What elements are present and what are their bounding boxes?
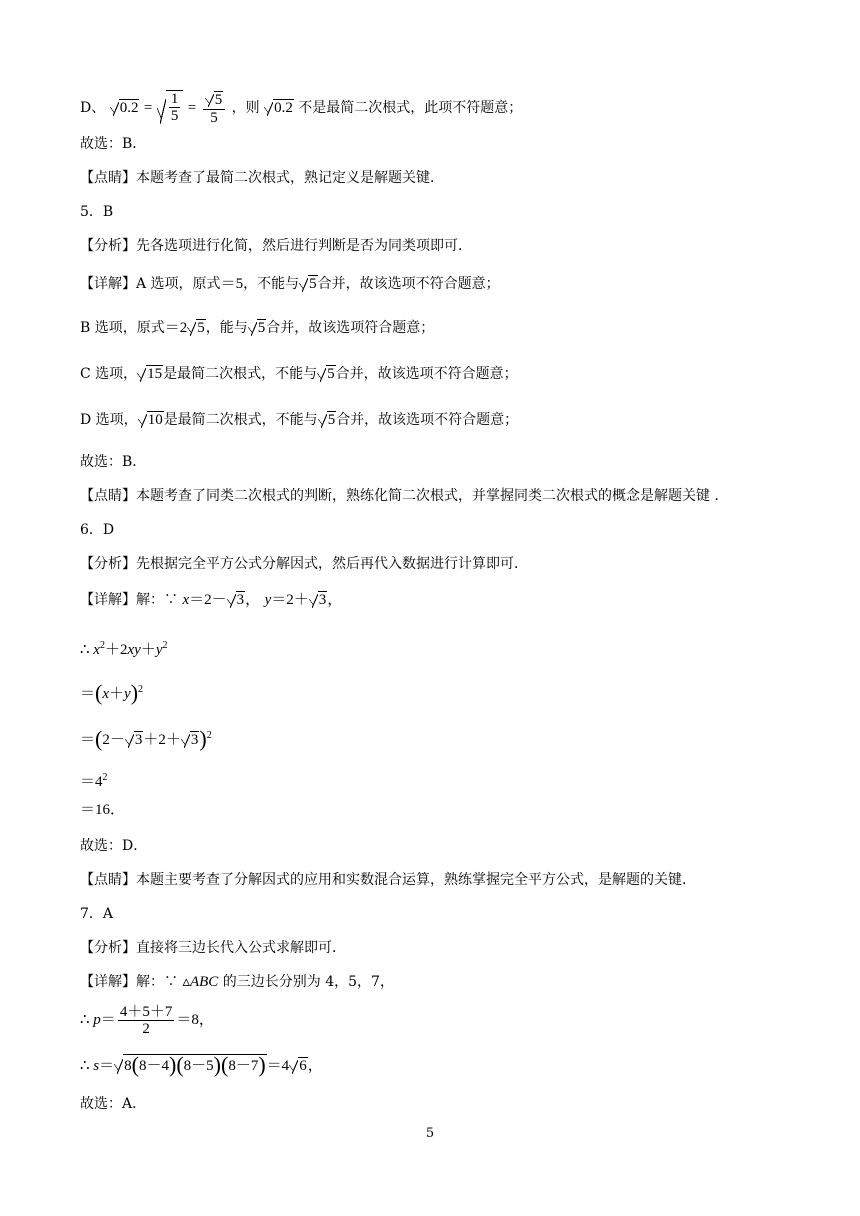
- line-option-d: D、 0.2 = $\frac{1}{5}$ = $\frac{5}{5}$ ，则 0.2 不是最简二次根式，此项不符题意；: [80, 91, 523, 126]
- analysis-line: 【分析】先根据完全平方公式分解因式，然后再代入数据进行计算即可．: [80, 556, 528, 572]
- detail-option-b: B 选项，原式＝2 5，能与 5合并，故该选项符合题意；: [80, 320, 435, 336]
- page-number: 5: [425, 1126, 435, 1141]
- sqrt-0-2: 0.2: [110, 98, 140, 118]
- comment-line: 【点睛】本题主要考查了分解因式的应用和实数混合运算，熟练掌握完全平方公式，是解题的关键．: [80, 872, 696, 888]
- analysis-line: 【分析】直接将三边长代入公式求解即可．: [80, 940, 346, 956]
- answer-line: 故选：A．: [80, 1096, 147, 1112]
- answer-line: 故选：B．: [80, 136, 147, 152]
- expression-line: $=(2- 3+2+ 3)^2$: [80, 726, 212, 751]
- expression-line: ∴ $x^2+2xy+y^2$: [80, 640, 168, 658]
- detail-given: 【详解】解：∵ ▵ABC 的三边长分别为 4，5，7，: [80, 974, 394, 990]
- expression-result: ＝16．: [80, 802, 126, 818]
- detail-option-a: 【详解】A 选项，原式＝5，不能与 5合并，故该选项不符合题意；: [80, 276, 500, 292]
- question-6-answer: 6．D: [80, 522, 115, 538]
- formula-p: ∴ p＝ $\frac{4+5+7}{2}$ ＝8，: [80, 1004, 214, 1037]
- question-5-answer: 5．B: [80, 204, 114, 220]
- formula-s: ∴ s＝ 8(8－4)(8－5)(8－7)＝4 6，: [80, 1052, 323, 1077]
- detail-option-d: D 选项， 10是最简二次根式，不能与 5合并，故该选项不符合题意；: [80, 412, 519, 428]
- expression-line: $=(x+y)^2$: [80, 680, 144, 705]
- sqrt-one-fifth: $\frac{1}{5}$: [157, 90, 184, 126]
- comment-line: 【点睛】本题考查了同类二次根式的判断，熟练化简二次根式，并掌握同类二次根式的概念是解题关键 ．: [80, 488, 729, 504]
- answer-line: 故选：B．: [80, 454, 147, 470]
- detail-option-c: C 选项， 15是最简二次根式，不能与 5合并，故该选项不符合题意；: [80, 366, 518, 382]
- answer-line: 故选：D．: [80, 838, 148, 854]
- fraction-sqrt5-over-5: $\frac{5}{5}$: [203, 91, 226, 126]
- detail-given: 【详解】解：∵ x＝2－ 3， y＝2＋ 3，: [80, 592, 343, 608]
- question-7-answer: 7．A: [80, 906, 114, 922]
- comment-line: 【点睛】本题考查了最简二次根式，熟记定义是解题关键．: [80, 170, 444, 186]
- analysis-line: 【分析】先各选项进行化简，然后进行判断是否为同类项即可．: [80, 238, 472, 254]
- expression-line: $=4^2$: [80, 772, 108, 790]
